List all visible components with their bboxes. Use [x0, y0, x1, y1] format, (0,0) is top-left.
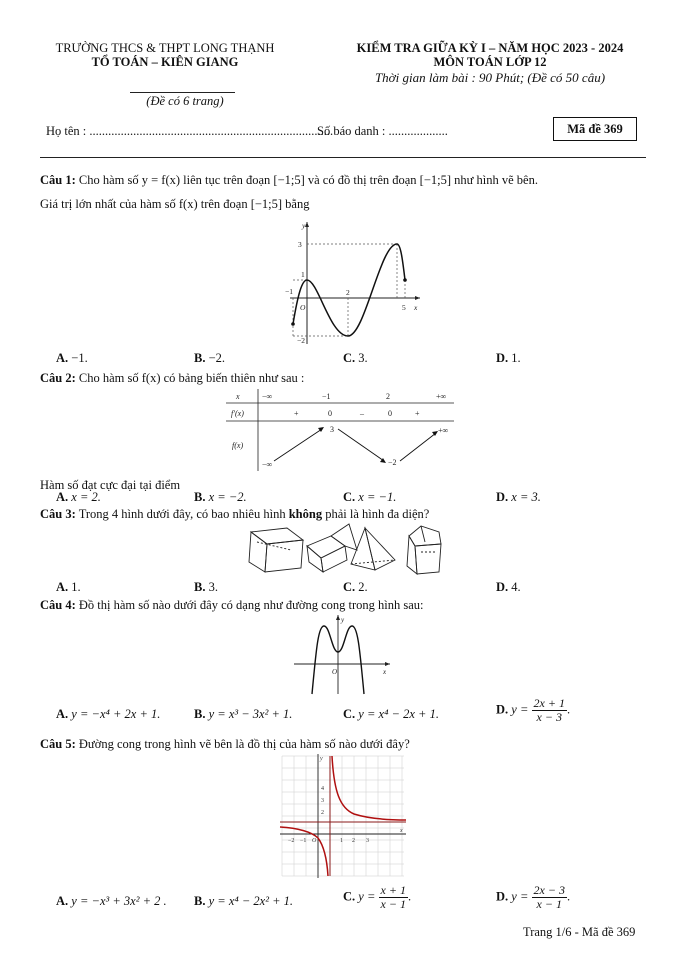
q2-sign-4: 0 — [388, 409, 392, 418]
q5-tick-y2: 2 — [321, 810, 324, 816]
q1-tick-2: 2 — [346, 288, 350, 297]
q2-f-label: f(x) — [232, 441, 244, 450]
q4-graph — [290, 612, 394, 696]
q2-x-label: x — [236, 392, 240, 401]
q5-label: Câu 5: — [40, 737, 76, 751]
q3-solid-1 — [249, 528, 303, 572]
q4-answer-a[interactable]: A. y = −x⁴ + 2x + 1. — [56, 707, 161, 721]
q4-answer-d[interactable]: D. y = $\frac{2x + 1}{x - 3}$ . — [496, 696, 571, 724]
q5-answer-b[interactable]: B. y = x⁴ − 2x² + 1. — [194, 894, 294, 908]
q1-text-a: Cho hàm số y = f(x) liên tục trên đoạn [−1;5] và có đồ thị trên đoạn [−1;5] như hình vẽ bên. — [78, 173, 538, 187]
q2-answer-d[interactable]: D. x = 3. — [496, 490, 541, 504]
q5-tick-x1: 1 — [340, 838, 343, 844]
q3-solid-3 — [351, 528, 395, 570]
q4-answer-c[interactable]: C. y = x⁴ − 2x + 1. — [343, 707, 439, 721]
q5-y-label: y — [320, 756, 323, 762]
q3-answer-d[interactable]: D. 4. — [496, 580, 521, 594]
exam-code-box: Mã đề 369 — [553, 117, 637, 141]
header-divider — [40, 157, 646, 158]
q4-text: Đồ thị hàm số nào dưới đây có dạng như đường cong trong hình sau: — [78, 598, 424, 612]
school-name: TRƯỜNG THCS & THPT LONG THẠNH — [55, 41, 275, 55]
q1-graph — [280, 214, 430, 348]
q5-graph — [278, 752, 408, 880]
q1-answer-d[interactable]: D. 1. — [496, 351, 521, 365]
q1-answer-a[interactable]: A. −1. — [56, 351, 88, 365]
q5-tick-x3: 3 — [366, 838, 369, 844]
q5-tick-x2: 2 — [352, 838, 355, 844]
q1-endpoint-right — [403, 278, 407, 282]
q1-answer-c[interactable]: C. 3. — [343, 351, 368, 365]
q1-endpoint-left — [291, 322, 295, 326]
header-underline — [130, 92, 235, 93]
q2-sign-1: + — [294, 409, 299, 418]
time-note: Thời gian làm bài : 90 Phút; (Đề có 50 câu) — [374, 70, 606, 85]
q2-variation-table — [222, 387, 458, 473]
q5-tick-y4: 4 — [321, 786, 324, 792]
q4-origin-label: O — [332, 668, 338, 676]
q1-x-arrow — [415, 296, 420, 300]
q1-x-label: x — [414, 303, 418, 312]
q1-answer-b[interactable]: B. −2. — [194, 351, 226, 365]
q2-sign-5: + — [415, 409, 420, 418]
q1-label: Câu 1: — [40, 173, 76, 187]
q5-c-fraction: $\frac{x + 1}{x - 1}$ — [380, 883, 406, 911]
student-name-field: Họ tên : .............................................................................. — [46, 124, 334, 138]
q5-curve-right — [332, 756, 406, 820]
pages-note: (Đề có 6 trang) — [146, 94, 224, 108]
q5-d-fraction: $\frac{2x - 3}{x - 1}$ — [533, 883, 565, 911]
q4-d-fraction: $\frac{2x + 1}{x - 3}$ — [533, 696, 565, 724]
q2-x-2: 2 — [386, 392, 390, 401]
q2-f-posinf: +∞ — [438, 426, 449, 435]
q2-prompt: Hàm số đạt cực đại tại điểm — [40, 478, 181, 492]
q4-x-label: x — [383, 668, 387, 676]
q5-origin-label: O — [312, 838, 317, 844]
q5-x-label: x — [400, 828, 403, 834]
q2-answer-c[interactable]: C. x = −1. — [343, 490, 397, 504]
q2-x-posinf: +∞ — [436, 392, 447, 401]
subject-title: MÔN TOÁN LỚP 12 — [433, 55, 547, 69]
q2-arrows — [274, 429, 436, 461]
q5-tick-y3: 3 — [321, 798, 324, 804]
q1-y-arrow — [305, 222, 309, 227]
q4-statement — [40, 597, 424, 613]
q4-y-arrow — [336, 615, 340, 620]
q1-origin-label: O — [300, 303, 306, 312]
q5-statement — [40, 736, 410, 752]
q3-solid-2 — [307, 524, 357, 572]
q2-x-neg1: −1 — [322, 392, 331, 401]
q2-label: Câu 2: — [40, 371, 76, 385]
q2-f-neginf: −∞ — [262, 460, 273, 469]
q5-answer-c[interactable]: C. y = $\frac{x + 1}{x - 1}$ . — [343, 883, 412, 911]
q3-text-b: phải là hình đa diện? — [325, 507, 430, 521]
q3-text-bold: không — [288, 507, 323, 521]
q2-fp-label: f′(x) — [231, 409, 244, 418]
q2-x-neginf: −∞ — [262, 392, 273, 401]
q5-answer-d[interactable]: D. y = $\frac{2x - 3}{x - 1}$ . — [496, 883, 571, 911]
q5-tick-xm1: −1 — [300, 838, 307, 844]
q3-solid-4 — [407, 526, 441, 574]
q2-text: Cho hàm số f(x) có bảng biến thiên như sau : — [78, 371, 305, 385]
q1-tick-neg1: −1 — [285, 287, 293, 296]
q5-answer-a[interactable]: A. y = −x³ + 3x² + 2 . — [56, 894, 167, 908]
q2-sign-2: 0 — [328, 409, 332, 418]
q2-f-max: 3 — [330, 425, 334, 434]
q5-tick-xm2: −2 — [288, 838, 295, 844]
q3-answer-a[interactable]: A. 1. — [56, 580, 81, 594]
q3-solids — [245, 522, 445, 578]
q3-label: Câu 3: — [40, 507, 76, 521]
exam-title: KIỂM TRA GIỮA KỲ I – NĂM HỌC 2023 - 2024 — [356, 41, 624, 55]
page-footer: Trang 1/6 - Mã đề 369 — [523, 925, 636, 939]
q1-y-label: y — [302, 221, 306, 230]
q4-x-arrow — [385, 662, 390, 666]
q1-tick-1: 1 — [301, 270, 305, 279]
q3-text-a: Trong 4 hình dưới đây, có bao nhiêu hình — [78, 507, 286, 521]
q4-y-label: y — [341, 616, 345, 624]
q1-tick-5: 5 — [402, 303, 406, 312]
q2-answer-b[interactable]: B. x = −2. — [194, 490, 247, 504]
q5-text: Đường cong trong hình vẽ bên là đồ thị của hàm số nào dưới đây? — [78, 737, 410, 751]
q1-tick-neg2: −2 — [297, 336, 305, 345]
student-id-field: Số báo danh : ................... — [317, 124, 448, 138]
q3-statement — [40, 506, 429, 522]
q1-statement-b: Giá trị lớn nhất của hàm số f(x) trên đoạn [−1;5] bằng — [40, 197, 310, 211]
q1-statement — [40, 172, 538, 188]
q3-answer-b[interactable]: B. 3. — [194, 580, 218, 594]
department-name: TỔ TOÁN – KIÊN GIANG — [91, 55, 239, 69]
q2-f-min: −2 — [388, 458, 397, 467]
q5-grid — [282, 756, 404, 876]
q1-tick-3: 3 — [298, 240, 302, 249]
q4-answer-b[interactable]: B. y = x³ − 3x² + 1. — [194, 707, 293, 721]
q2-sign-3: – — [360, 409, 364, 418]
q2-answer-a[interactable]: A. x = 2. — [56, 490, 101, 504]
q2-statement — [40, 370, 304, 386]
q3-answer-c[interactable]: C. 2. — [343, 580, 368, 594]
q4-label: Câu 4: — [40, 598, 76, 612]
